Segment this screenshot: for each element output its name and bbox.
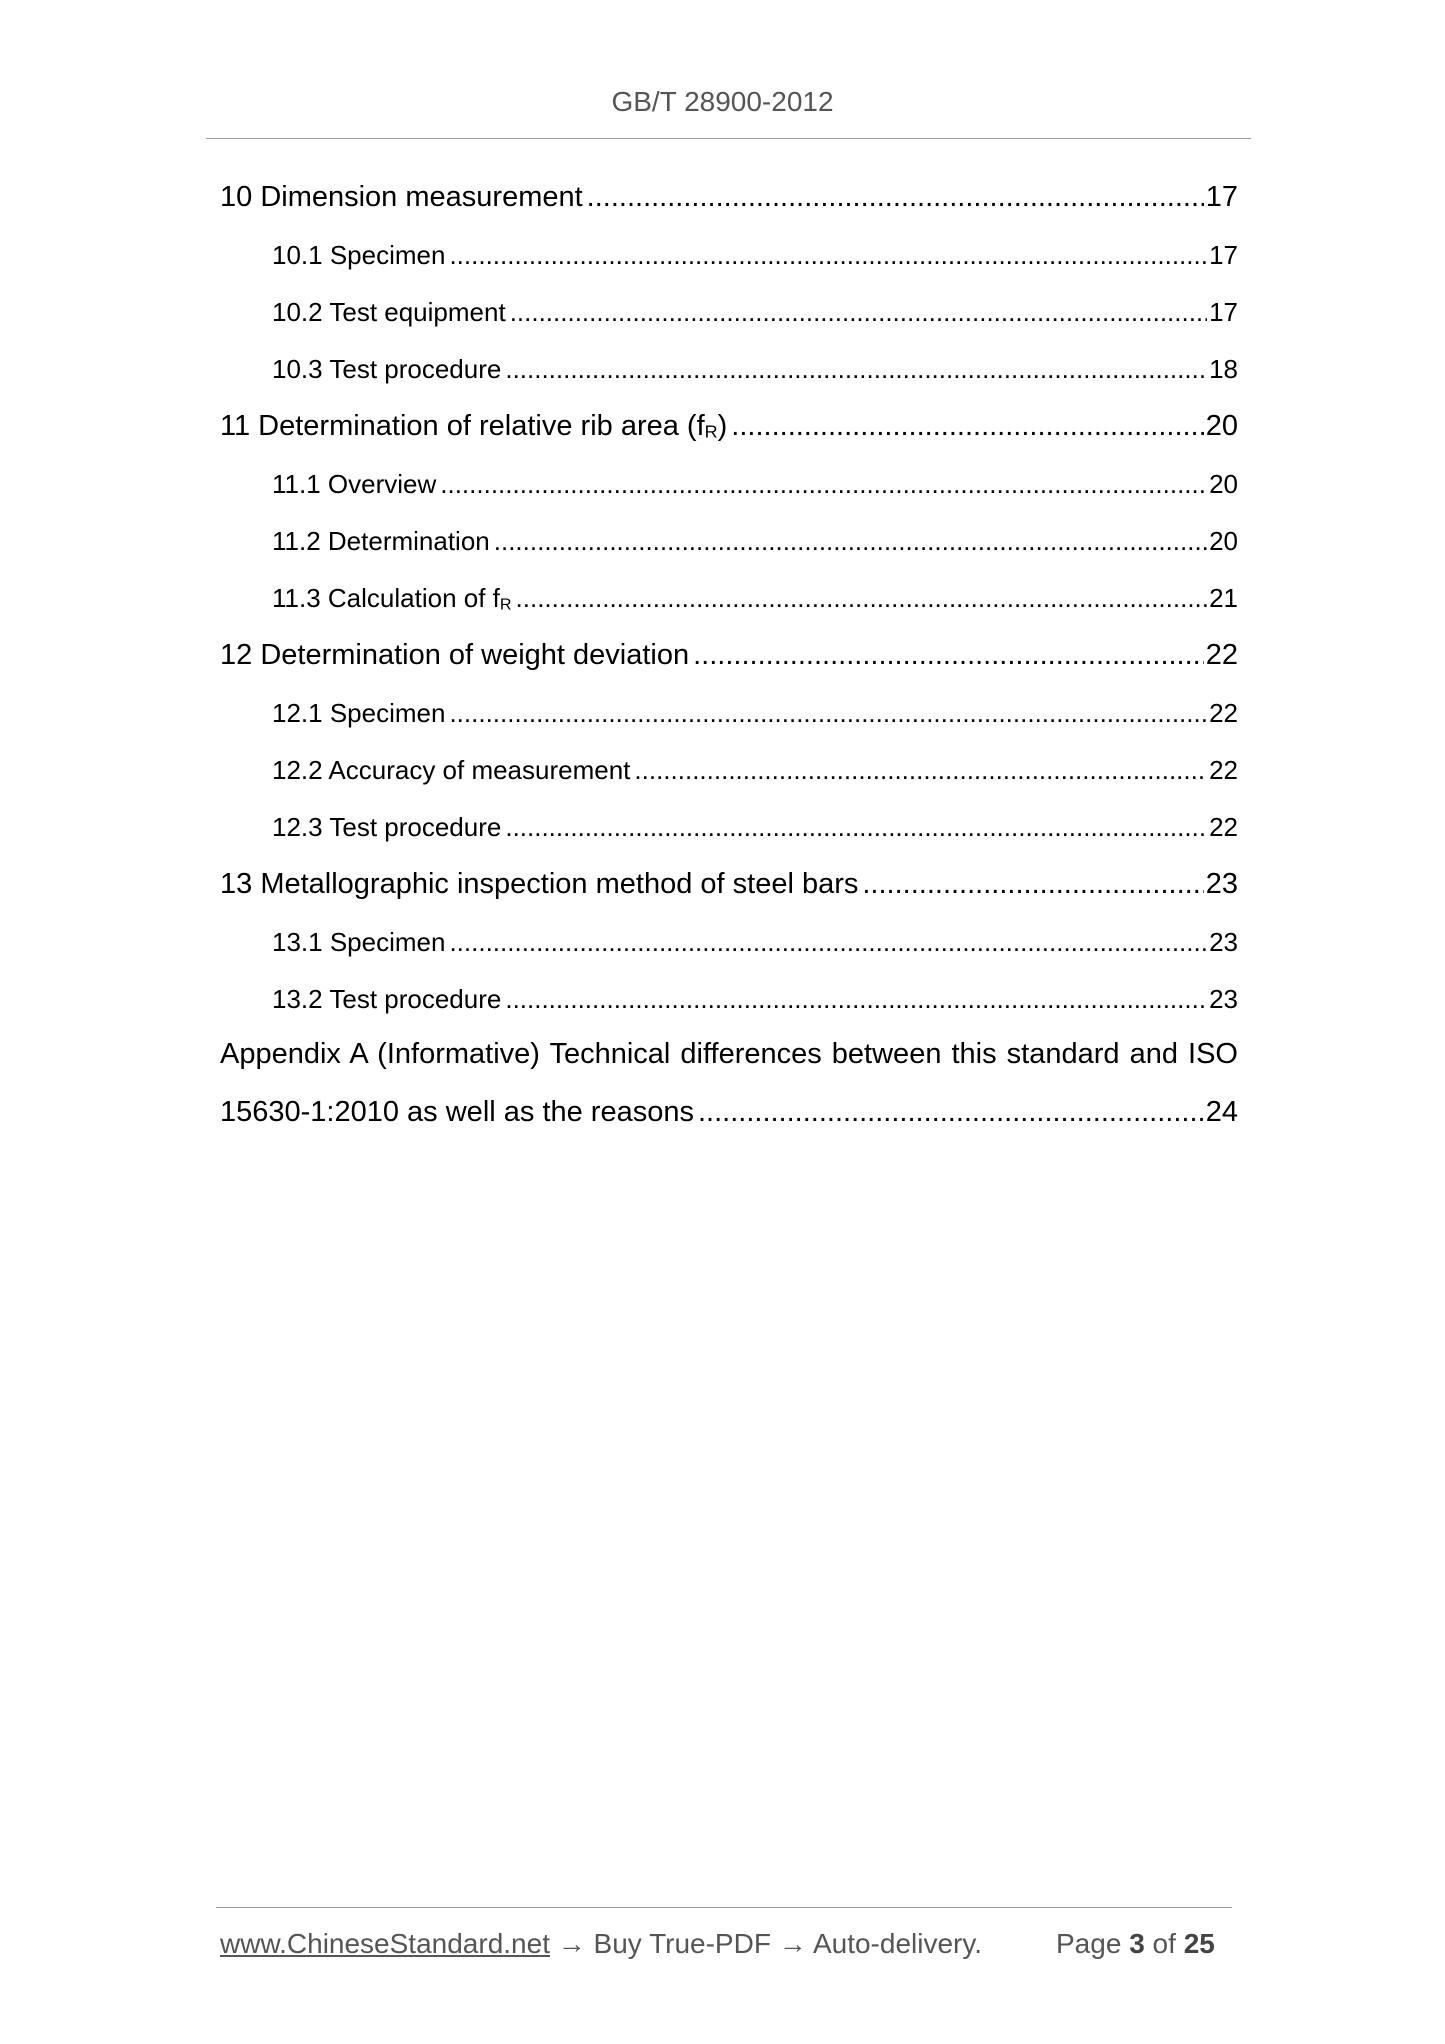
toc-entry-page: 24: [1205, 1096, 1238, 1128]
toc-entry-label: [272, 583, 516, 614]
toc-entry[interactable]: [272, 984, 1238, 1020]
toc-entry[interactable]: [272, 526, 1238, 562]
toc-entry-label-subscript: R: [704, 421, 718, 442]
toc-entry-page: 22: [1209, 812, 1238, 842]
footer: [220, 1928, 982, 1960]
toc-entry-page: 22: [1209, 698, 1238, 728]
toc-entry-page: 20: [1205, 410, 1238, 442]
toc-entry[interactable]: [272, 297, 1238, 333]
toc-leader-dots: [449, 927, 1207, 958]
toc-leader-dots: [634, 755, 1207, 786]
toc-entry-label: 10.2 Test equipment: [272, 297, 506, 327]
toc-entry-label: 15630-1:2010 as well as the reasons: [220, 1096, 694, 1128]
toc-entry[interactable]: [220, 181, 1238, 221]
toc-entry-page: 17: [1205, 181, 1238, 213]
toc-entry-label-main: 11 Determination of relative rib area (f: [220, 410, 705, 442]
toc-entry[interactable]: [220, 868, 1238, 908]
toc-leader-dots: [505, 812, 1207, 843]
toc-entry[interactable]: [220, 410, 1238, 450]
toc-entry[interactable]: [272, 469, 1238, 505]
toc-entry-page: 22: [1209, 755, 1238, 785]
toc-entry[interactable]: [272, 240, 1238, 276]
toc-entry-page: 17: [1209, 297, 1238, 327]
page-indicator: [1056, 1928, 1215, 1960]
toc-entry[interactable]: [220, 639, 1238, 679]
footer-text-buy: Buy True-PDF: [593, 1928, 771, 1959]
toc-entry-label: 10.3 Test procedure: [272, 354, 502, 384]
page-current: 3: [1129, 1928, 1145, 1959]
toc-entry-label: 11.1 Overview: [272, 469, 437, 499]
page-header: GB/T 28900-2012: [611, 86, 834, 117]
toc-leader-dots: [510, 297, 1207, 328]
toc-entry-page: 21: [1209, 583, 1238, 613]
footer-text-delivery: Auto-delivery.: [812, 1928, 983, 1959]
toc-appendix-line-1[interactable]: Appendix A (Informative) Technical differences between this standard and ISO: [220, 1038, 1238, 1070]
toc-entry-page: 22: [1205, 639, 1238, 671]
page-label: Page: [1056, 1928, 1122, 1959]
toc-entry-label: [220, 410, 731, 443]
website-link[interactable]: www.ChineseStandard.net: [220, 1928, 550, 1959]
toc-entry-label: 12.3 Test procedure: [272, 812, 502, 842]
toc-leader-dots: [440, 469, 1207, 500]
toc-entry-page: 20: [1209, 526, 1238, 556]
toc-entry[interactable]: [272, 927, 1238, 963]
toc-leader-dots: [693, 639, 1204, 672]
toc-entry-label: 10 Dimension measurement: [220, 181, 583, 213]
toc-entry[interactable]: [272, 755, 1238, 791]
page-of: of: [1152, 1928, 1176, 1959]
toc-appendix-line-2[interactable]: [220, 1096, 1238, 1136]
toc-entry[interactable]: [272, 583, 1238, 619]
toc-entry-page: 23: [1205, 868, 1238, 900]
toc-leader-dots: [587, 181, 1204, 214]
toc-entry-label: 11.2 Determination: [272, 526, 490, 556]
page-total: 25: [1183, 1928, 1215, 1959]
toc-leader-dots: [449, 698, 1207, 729]
toc-entry-label: 13.1 Specimen: [272, 927, 446, 957]
toc-leader-dots: [449, 240, 1207, 271]
footer-rule: [216, 1907, 1232, 1908]
toc-leader-dots: [494, 526, 1207, 557]
toc-entry-label: 12.1 Specimen: [272, 698, 446, 728]
toc-entry-label-main: 11.3 Calculation of f: [272, 583, 500, 613]
arrow-right-icon: →: [557, 1928, 586, 1959]
toc-entry-label: 12.2 Accuracy of measurement: [272, 755, 631, 785]
toc-leader-dots: [862, 868, 1203, 901]
toc-entry[interactable]: [272, 354, 1238, 390]
toc-entry-page: 20: [1209, 469, 1238, 499]
toc-leader-dots: [698, 1096, 1204, 1129]
toc-entry-label-suffix: ): [717, 410, 728, 442]
toc-entry-page: 23: [1209, 927, 1238, 957]
toc-leader-dots: [731, 410, 1203, 443]
toc-entry[interactable]: [272, 812, 1238, 848]
toc-entry[interactable]: [272, 698, 1238, 734]
toc-entry-label: 12 Determination of weight deviation: [220, 639, 690, 671]
toc-entry-label: 10.1 Specimen: [272, 240, 446, 270]
toc-entry-label: 13.2 Test procedure: [272, 984, 502, 1014]
toc-entry-page: 17: [1209, 240, 1238, 270]
toc-entry-label-subscript: R: [499, 595, 512, 614]
toc-entry-page: 18: [1209, 354, 1238, 384]
toc-leader-dots: [505, 354, 1207, 385]
arrow-right-icon: →: [778, 1928, 807, 1959]
toc-leader-dots: [505, 984, 1207, 1015]
header-rule: [206, 138, 1251, 139]
toc-entry-label: 13 Metallographic inspection method of steel bars: [220, 868, 859, 900]
toc-entry-page: 23: [1209, 984, 1238, 1014]
toc-leader-dots: [516, 583, 1208, 614]
